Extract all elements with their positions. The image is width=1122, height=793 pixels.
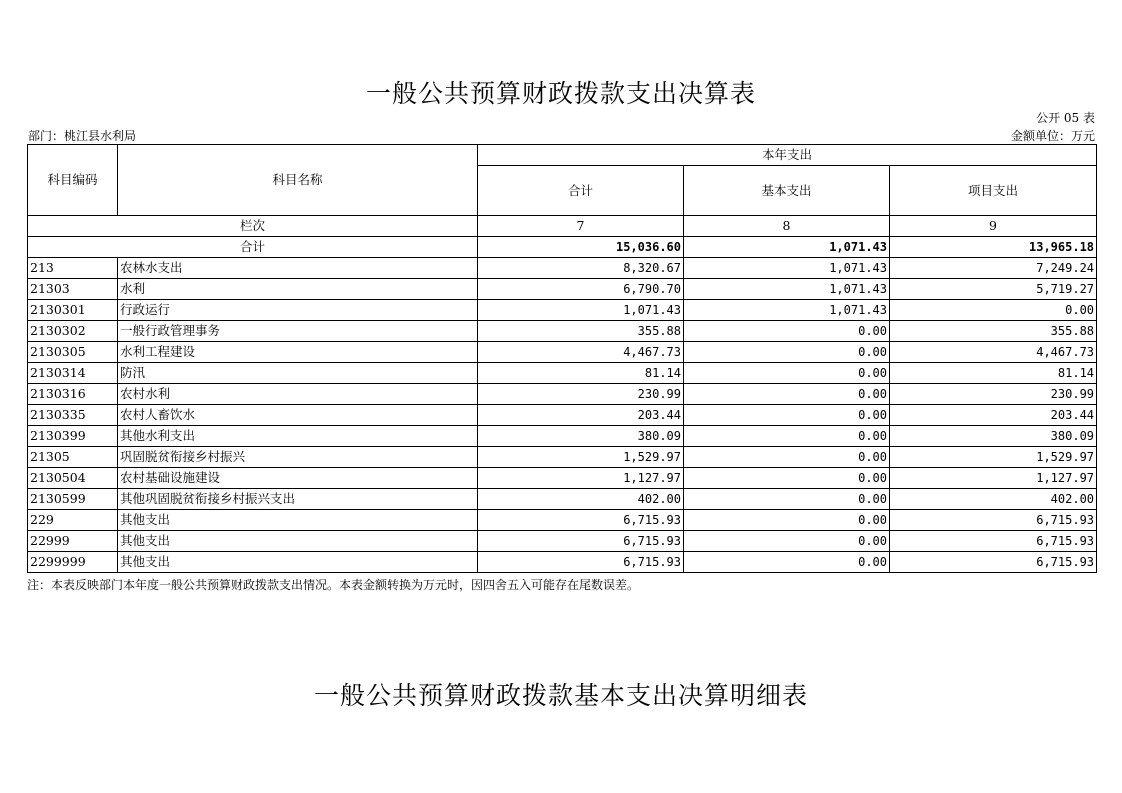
table-row: [28, 531, 1097, 552]
table-body: [28, 258, 1097, 573]
table-row: [28, 384, 1097, 405]
row-code: 2130316: [28, 384, 118, 405]
row-name: 其他支出: [118, 531, 478, 552]
table-row: [28, 447, 1097, 468]
row-basic: 0.00: [684, 552, 890, 573]
row-total: 230.99: [478, 384, 684, 405]
header-current-year-expense: 本年支出: [478, 145, 1097, 166]
row-name: 巩固脱贫衔接乡村振兴: [118, 447, 478, 468]
row-basic: 1,071.43: [684, 300, 890, 321]
row-total: 6,715.93: [478, 531, 684, 552]
row-project: 1,529.97: [890, 447, 1097, 468]
amount-unit-label: 金额单位：万元: [1010, 129, 1095, 143]
table-row: [28, 489, 1097, 510]
row-total: 1,071.43: [478, 300, 684, 321]
row-total: 81.14: [478, 363, 684, 384]
row-project: 230.99: [890, 384, 1097, 405]
row-project: 0.00: [890, 300, 1097, 321]
row-name: 其他巩固脱贫衔接乡村振兴支出: [118, 489, 478, 510]
row-total: 6,715.93: [478, 510, 684, 531]
header-total: 合计: [478, 166, 684, 216]
row-name: 农林水支出: [118, 258, 478, 279]
row-name: 防汛: [118, 363, 478, 384]
row-total: 6,790.70: [478, 279, 684, 300]
next-table-title: 一般公共预算财政拨款基本支出决算明细表: [313, 681, 808, 710]
row-basic: 0.00: [684, 510, 890, 531]
row-basic: 0.00: [684, 321, 890, 342]
total-row-label: 合计: [28, 237, 478, 258]
form-number: 公开 05 表: [1036, 111, 1095, 125]
table-row: [28, 321, 1097, 342]
table-row: [28, 405, 1097, 426]
table-row: [28, 300, 1097, 321]
row-name: 农村水利: [118, 384, 478, 405]
table-row: [28, 258, 1097, 279]
row-total: 8,320.67: [478, 258, 684, 279]
page-title: 一般公共预算财政拨款支出决算表: [365, 79, 756, 108]
row-name: 其他支出: [118, 552, 478, 573]
header-project-expense: 项目支出: [890, 166, 1097, 216]
row-code: 2130335: [28, 405, 118, 426]
row-basic: 0.00: [684, 342, 890, 363]
row-project: 402.00: [890, 489, 1097, 510]
header-subject-code: 科目编码: [28, 145, 118, 216]
row-code: 2130301: [28, 300, 118, 321]
row-total: 402.00: [478, 489, 684, 510]
row-name: 水利工程建设: [118, 342, 478, 363]
row-basic: 1,071.43: [684, 279, 890, 300]
row-name: 其他水利支出: [118, 426, 478, 447]
row-code: 229: [28, 510, 118, 531]
row-code: 2299999: [28, 552, 118, 573]
row-project: 380.09: [890, 426, 1097, 447]
column-index-9: 9: [890, 216, 1097, 237]
row-name: 其他支出: [118, 510, 478, 531]
row-total: 6,715.93: [478, 552, 684, 573]
row-name: 一般行政管理事务: [118, 321, 478, 342]
row-code: 21305: [28, 447, 118, 468]
row-name: 水利: [118, 279, 478, 300]
row-project: 6,715.93: [890, 510, 1097, 531]
budget-table: [27, 144, 1097, 573]
row-code: 2130302: [28, 321, 118, 342]
table-row: [28, 510, 1097, 531]
column-index-7: 7: [478, 216, 684, 237]
table-row: [28, 552, 1097, 573]
row-code: 2130504: [28, 468, 118, 489]
row-basic: 0.00: [684, 468, 890, 489]
row-basic: 1,071.43: [684, 258, 890, 279]
row-project: 5,719.27: [890, 279, 1097, 300]
header-basic-expense: 基本支出: [684, 166, 890, 216]
row-total: 4,467.73: [478, 342, 684, 363]
row-total: 1,529.97: [478, 447, 684, 468]
table-row: [28, 279, 1097, 300]
row-project: 203.44: [890, 405, 1097, 426]
row-basic: 0.00: [684, 489, 890, 510]
row-name: 农村人畜饮水: [118, 405, 478, 426]
department-label: 部门：桃江县水利局: [28, 129, 137, 143]
total-row-project: 13,965.18: [890, 237, 1097, 258]
row-code: 213: [28, 258, 118, 279]
row-project: 4,467.73: [890, 342, 1097, 363]
row-basic: 0.00: [684, 426, 890, 447]
row-code: 2130599: [28, 489, 118, 510]
total-row-total: 15,036.60: [478, 237, 684, 258]
header-subject-name: 科目名称: [118, 145, 478, 216]
row-total: 380.09: [478, 426, 684, 447]
row-project: 7,249.24: [890, 258, 1097, 279]
row-name: 农村基础设施建设: [118, 468, 478, 489]
row-basic: 0.00: [684, 363, 890, 384]
row-basic: 0.00: [684, 384, 890, 405]
row-basic: 0.00: [684, 447, 890, 468]
table-footnote: 注：本表反映部门本年度一般公共预算财政拨款支出情况。本表金额转换为万元时，因四舍五入可能存在尾数误差。: [27, 578, 640, 592]
row-name: 行政运行: [118, 300, 478, 321]
table-row: [28, 468, 1097, 489]
row-project: 355.88: [890, 321, 1097, 342]
row-code: 2130314: [28, 363, 118, 384]
row-project: 81.14: [890, 363, 1097, 384]
column-index-8: 8: [684, 216, 890, 237]
table-row: [28, 426, 1097, 447]
row-code: 22999: [28, 531, 118, 552]
row-project: 6,715.93: [890, 531, 1097, 552]
column-index-label: 栏次: [28, 216, 478, 237]
row-total: 1,127.97: [478, 468, 684, 489]
total-row: [28, 237, 1097, 258]
row-project: 6,715.93: [890, 552, 1097, 573]
row-code: 2130399: [28, 426, 118, 447]
row-total: 203.44: [478, 405, 684, 426]
row-basic: 0.00: [684, 405, 890, 426]
table-row: [28, 363, 1097, 384]
total-row-basic: 1,071.43: [684, 237, 890, 258]
row-code: 21303: [28, 279, 118, 300]
table-row: [28, 342, 1097, 363]
row-basic: 0.00: [684, 531, 890, 552]
row-total: 355.88: [478, 321, 684, 342]
row-project: 1,127.97: [890, 468, 1097, 489]
row-code: 2130305: [28, 342, 118, 363]
